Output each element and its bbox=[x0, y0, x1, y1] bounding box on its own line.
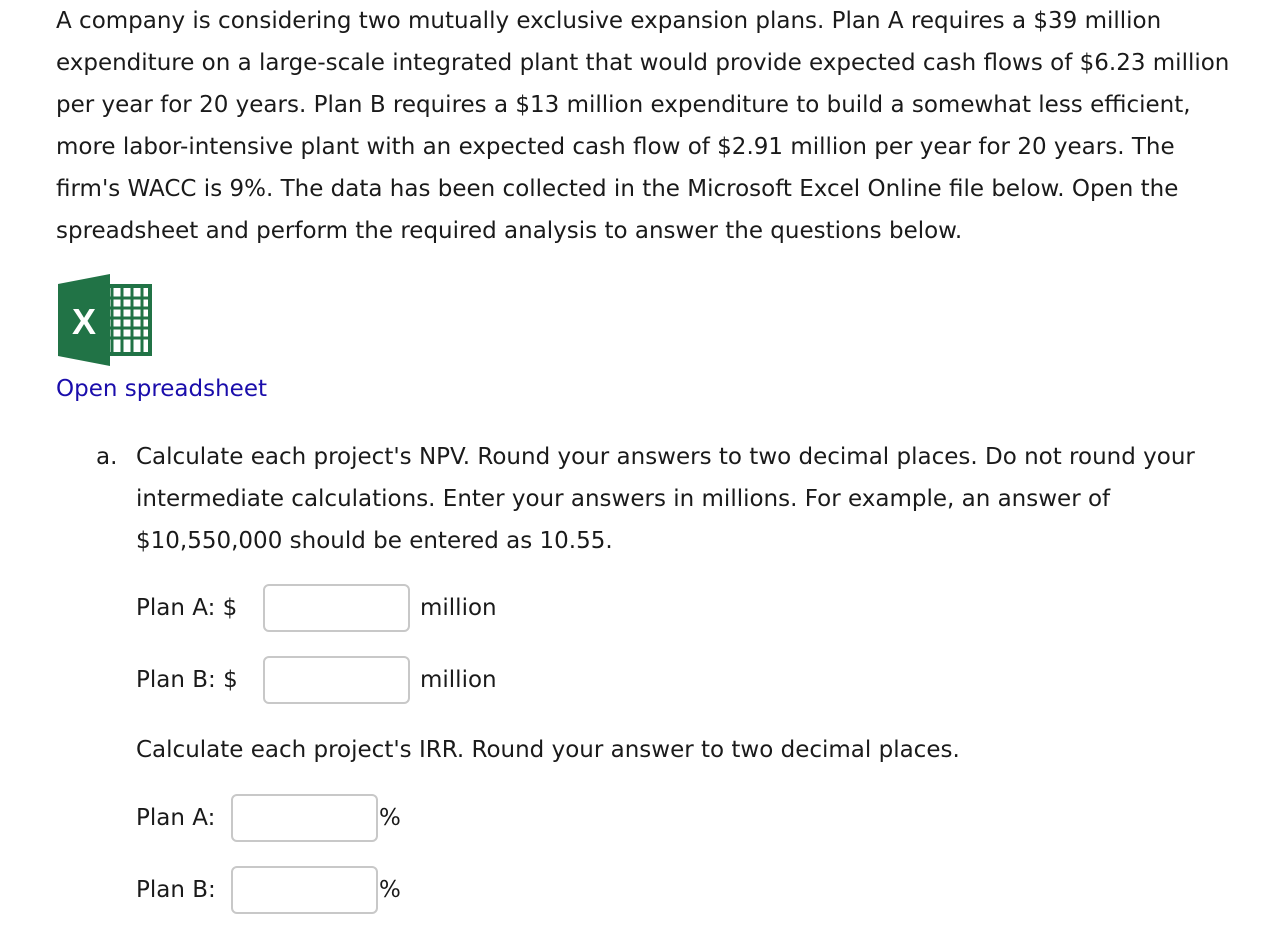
npv-plan-a-unit: million bbox=[420, 595, 497, 621]
excel-icon[interactable] bbox=[56, 274, 152, 366]
npv-plan-b-unit: million bbox=[420, 667, 497, 693]
npv-prompt: Calculate each project's NPV. Round your answers to two decimal places. Do not round your intermediate calculations. Enter your answers in millions. For example, an answer of $10,550,000 should be entered as 10.55. bbox=[136, 444, 1195, 554]
irr-plan-a-unit: % bbox=[379, 805, 401, 831]
irr-plan-a-input[interactable] bbox=[231, 794, 378, 842]
irr-plan-a-label: Plan A: bbox=[136, 805, 216, 831]
open-spreadsheet-link[interactable]: Open spreadsheet bbox=[56, 376, 267, 402]
npv-plan-a-input[interactable] bbox=[263, 584, 410, 632]
irr-prompt: Calculate each project's IRR. Round your answer to two decimal places. bbox=[136, 737, 960, 763]
npv-plan-b-input[interactable] bbox=[263, 656, 410, 704]
irr-plan-b-input[interactable] bbox=[231, 866, 378, 914]
npv-plan-a-label: Plan A: $ bbox=[136, 595, 238, 621]
npv-plan-b-label: Plan B: $ bbox=[136, 667, 238, 693]
question-marker: a. bbox=[96, 444, 118, 470]
problem-statement: A company is considering two mutually exclusive expansion plans. Plan A requires a $39 million expenditure on a large-scale integrated plant that would provide expected cash flows of $6.23 million per year for 20 years. Plan B requires a $13 million expenditure to build a somewhat less efficient, more labor-intensive plant with an expected cash flow of $2.91 million per year for 20 years. The firm's WACC is 9%. The data has been collected in the Microsoft Excel Online file below. Open the spreadsheet and perform the required analysis to answer the questions below. bbox=[56, 8, 1230, 244]
irr-plan-b-label: Plan B: bbox=[136, 877, 216, 903]
irr-plan-b-unit: % bbox=[379, 877, 401, 903]
svg-text:X: X bbox=[71, 301, 97, 342]
